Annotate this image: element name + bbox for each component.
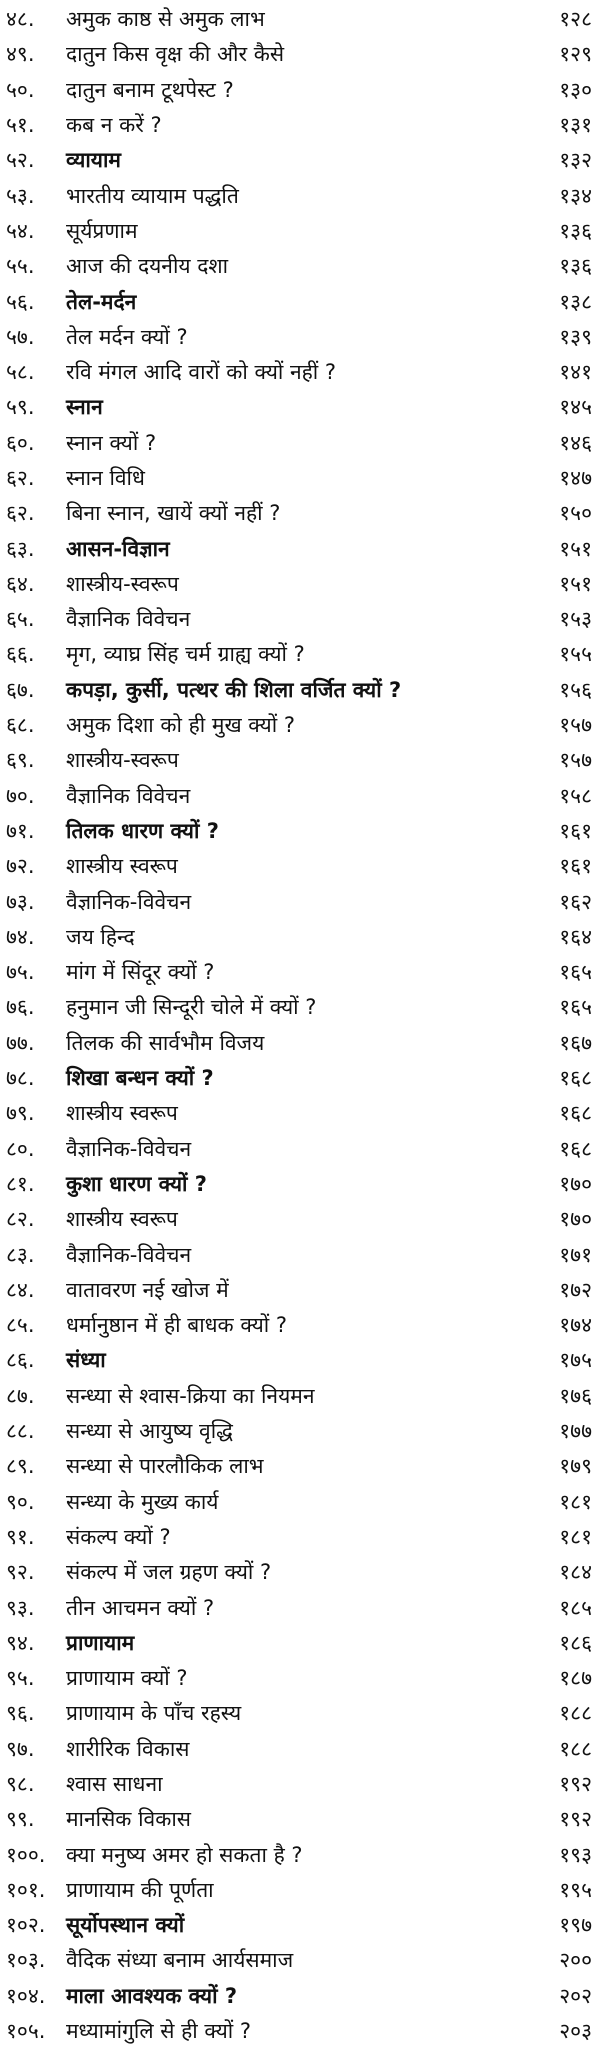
page-number: १४१ <box>559 360 592 385</box>
entry-number: ७७. <box>6 1030 35 1055</box>
section-heading-title: सूर्योपस्थान क्यों <box>66 1913 185 1938</box>
entry-number: ५५. <box>6 254 35 279</box>
toc-section-heading-row <box>0 1343 600 1378</box>
toc-entry-row <box>0 1449 600 1484</box>
page-number: १४५ <box>559 395 592 420</box>
page-number: १७१ <box>559 1242 592 1267</box>
entry-number: ८०. <box>6 1136 35 1161</box>
page-number: १३१ <box>559 113 592 138</box>
entry-number: ७८. <box>6 1066 35 1091</box>
toc-section-heading-row <box>0 531 600 566</box>
section-heading-title: प्राणायाम <box>66 1630 135 1655</box>
toc-entry-row <box>0 1873 600 1908</box>
toc-entry-row <box>0 320 600 355</box>
page-number: १५३ <box>559 607 592 632</box>
toc-entry-row <box>0 708 600 743</box>
entry-number: ७१. <box>6 818 35 843</box>
page-number: १३९ <box>559 324 592 349</box>
toc-entry-row <box>0 426 600 461</box>
entry-title: कब न करें ? <box>66 113 162 138</box>
toc-entry-row <box>0 637 600 672</box>
entry-title: सन्ध्या के मुख्य कार्य <box>66 1489 219 1514</box>
toc-entry-row <box>0 108 600 143</box>
page-number: १६८ <box>559 1136 592 1161</box>
entry-number: ९७. <box>6 1736 35 1761</box>
entry-number: ८८. <box>6 1419 35 1444</box>
toc-entry-row <box>0 990 600 1025</box>
page-number: १८५ <box>559 1595 592 1620</box>
page-number: २०० <box>559 1948 592 1973</box>
toc-entry-row <box>0 602 600 637</box>
page-number: १६७ <box>559 1030 592 1055</box>
page-number: १७० <box>559 1171 592 1196</box>
toc-entry-row <box>0 779 600 814</box>
toc-entry-row <box>0 955 600 990</box>
entry-title: हनुमान जी सिन्दूरी चोले में क्यों ? <box>66 995 317 1020</box>
entry-title: वैज्ञानिक विवेचन <box>66 607 191 632</box>
toc-section-heading-row <box>0 1979 600 2014</box>
entry-number: ५६. <box>6 289 35 314</box>
page-number: १९२ <box>559 1807 592 1832</box>
toc-entry-row <box>0 1943 600 1978</box>
page-number: १७९ <box>559 1454 592 1479</box>
toc-section-heading-row <box>0 390 600 425</box>
entry-number: ७३. <box>6 889 35 914</box>
toc-entry-row <box>0 1661 600 1696</box>
entry-number: ५३. <box>6 183 35 208</box>
toc-entry-row <box>0 214 600 249</box>
entry-number: ९१. <box>6 1524 35 1549</box>
toc-entry-row <box>0 743 600 778</box>
entry-title: मृग, व्याघ्र सिंह चर्म ग्राह्य क्यों ? <box>66 642 305 667</box>
page-number: १३८ <box>559 289 592 314</box>
page-number: १८६ <box>559 1630 592 1655</box>
toc-section-heading-row <box>0 143 600 178</box>
entry-number: ७२. <box>6 854 35 879</box>
section-heading-title: व्यायाम <box>66 148 121 173</box>
entry-title: सन्ध्या से पारलौकिक लाभ <box>66 1454 264 1479</box>
page-number: १५१ <box>559 571 592 596</box>
page-number: १९३ <box>559 1842 592 1867</box>
page-number: १५० <box>559 501 592 526</box>
toc-entry-row <box>0 1802 600 1837</box>
entry-number: ७६. <box>6 995 35 1020</box>
page-number: १३६ <box>559 218 592 243</box>
entry-title: प्राणायाम के पाँच रहस्य <box>66 1701 242 1726</box>
entry-title: वैज्ञानिक-विवेचन <box>66 1242 192 1267</box>
entry-title: दातुन किस वृक्ष की और कैसे <box>66 42 285 67</box>
page-number: १७० <box>559 1207 592 1232</box>
page-number: १९२ <box>559 1771 592 1796</box>
entry-number: ७९. <box>6 1101 35 1126</box>
toc-entry-row <box>0 249 600 284</box>
toc-entry-row <box>0 1414 600 1449</box>
page-number: १८१ <box>559 1489 592 1514</box>
page-number: १६८ <box>559 1101 592 1126</box>
entry-title: वैज्ञानिक-विवेचन <box>66 1136 192 1161</box>
toc-entry-row <box>0 2014 600 2049</box>
entry-number: १०५. <box>6 2019 46 2044</box>
entry-title: आज की दयनीय दशा <box>66 254 229 279</box>
entry-title: प्राणायाम की पूर्णता <box>66 1877 214 1902</box>
entry-number: ७०. <box>6 783 35 808</box>
entry-number: ९४. <box>6 1630 35 1655</box>
entry-number: ६२. <box>6 501 35 526</box>
section-heading-title: तेल-मर्दन <box>66 289 137 314</box>
entry-number: ६८. <box>6 713 35 738</box>
page-number: १७६ <box>559 1383 592 1408</box>
page-number: १७५ <box>559 1348 592 1373</box>
page-number: २०३ <box>559 2019 592 2044</box>
entry-title: शास्त्रीय-स्वरूप <box>66 748 179 773</box>
toc-entry-row <box>0 1837 600 1872</box>
page-number: १३४ <box>559 183 592 208</box>
toc-entry-row <box>0 37 600 72</box>
toc-entry-row <box>0 2 600 37</box>
page-number: १६८ <box>559 1066 592 1091</box>
entry-number: ६४. <box>6 571 35 596</box>
entry-number: ९६. <box>6 1701 35 1726</box>
entry-number: ६०. <box>6 430 35 455</box>
page-number: १८८ <box>559 1736 592 1761</box>
page-number: १८४ <box>559 1560 592 1585</box>
entry-number: ६२. <box>6 466 35 490</box>
entry-number: ५७. <box>6 324 35 349</box>
entry-number: ८४. <box>6 1277 35 1302</box>
section-heading-title: माला आवश्यक क्यों ? <box>66 1983 238 2008</box>
entry-number: ४८. <box>6 7 35 32</box>
entry-title: धर्मानुष्ठान में ही बाधक क्यों ? <box>66 1313 288 1338</box>
entry-number: ९०. <box>6 1489 35 1514</box>
entry-number: ५१. <box>6 113 35 138</box>
entry-number: ८३. <box>6 1242 35 1267</box>
toc-section-heading-row <box>0 673 600 708</box>
page-number: १६१ <box>559 854 592 879</box>
entry-number: ६३. <box>6 536 35 561</box>
toc-entry-row <box>0 1696 600 1731</box>
entry-title: बिना स्नान, खायें क्यों नहीं ? <box>66 501 281 526</box>
page-number: १७४ <box>559 1313 592 1338</box>
entry-number: ८२. <box>6 1207 35 1232</box>
toc-entry-row <box>0 1732 600 1767</box>
page-number: १४७ <box>559 466 592 490</box>
page-number: १८१ <box>559 1524 592 1549</box>
page-number: १६२ <box>559 889 592 914</box>
toc-section-heading-row <box>0 814 600 849</box>
entry-number: ६६. <box>6 642 35 667</box>
toc-entry-row <box>0 1590 600 1625</box>
toc-section-heading-row <box>0 1908 600 1943</box>
entry-title: रवि मंगल आदि वारों को क्यों नहीं ? <box>66 360 337 385</box>
page-number: १९७ <box>559 1913 592 1938</box>
toc-entry-row <box>0 884 600 919</box>
entry-number: ८५. <box>6 1313 35 1338</box>
entry-title: मांग में सिंदूर क्यों ? <box>66 960 215 985</box>
entry-title: श्वास साधना <box>66 1771 163 1796</box>
page-number: १८८ <box>559 1701 592 1726</box>
entry-number: १००. <box>6 1842 46 1867</box>
toc-section-heading-row <box>0 1167 600 1202</box>
page-number: १६५ <box>559 960 592 985</box>
entry-title: तिलक की सार्वभौम विजय <box>66 1030 265 1055</box>
entry-number: ७५. <box>6 960 35 985</box>
toc-list <box>0 2 600 2049</box>
entry-title: शास्त्रीय स्वरूप <box>66 1101 178 1126</box>
entry-title: अमुक दिशा को ही मुख क्यों ? <box>66 713 295 738</box>
entry-title: संकल्प में जल ग्रहण क्यों ? <box>66 1560 272 1585</box>
entry-number: ९९. <box>6 1807 35 1832</box>
page-number: १५८ <box>559 783 592 808</box>
entry-title: शास्त्रीय स्वरूप <box>66 1207 178 1232</box>
page-number: १२८ <box>559 7 592 32</box>
entry-number: ८९. <box>6 1454 35 1479</box>
page-number: १४६ <box>559 430 592 455</box>
section-heading-title: तिलक धारण क्यों ? <box>66 818 219 843</box>
toc-entry-row <box>0 355 600 390</box>
toc-entry-row <box>0 849 600 884</box>
entry-number: ८६. <box>6 1348 35 1373</box>
toc-entry-row <box>0 1555 600 1590</box>
entry-title: वैज्ञानिक विवेचन <box>66 783 191 808</box>
entry-title: वैज्ञानिक-विवेचन <box>66 889 192 914</box>
page-number: १५६ <box>559 677 592 702</box>
page-number: २०२ <box>559 1983 592 2008</box>
section-heading-title: कपड़ा, कुर्सी, पत्थर की शिला वर्जित क्यों ? <box>66 677 402 702</box>
page-number: १७७ <box>559 1419 592 1444</box>
toc-section-heading-row <box>0 1061 600 1096</box>
entry-number: ९५. <box>6 1666 35 1691</box>
entry-number: ५४. <box>6 218 35 243</box>
page-number: १५७ <box>559 713 592 738</box>
toc-entry-row <box>0 1308 600 1343</box>
entry-title: तीन आचमन क्यों ? <box>66 1595 215 1620</box>
toc-entry-row <box>0 1379 600 1414</box>
toc-entry-row <box>0 1132 600 1167</box>
entry-number: १०४. <box>6 1983 46 2008</box>
toc-section-heading-row <box>0 284 600 319</box>
entry-title: वातावरण नई खोज में <box>66 1277 229 1302</box>
toc-entry-row <box>0 920 600 955</box>
section-heading-title: कुशा धारण क्यों ? <box>66 1171 207 1196</box>
page-number: १५१ <box>559 536 592 561</box>
entry-title: सूर्यप्रणाम <box>66 218 138 243</box>
entry-title: दातुन बनाम टूथपेस्ट ? <box>66 77 234 102</box>
entry-number: ६९. <box>6 748 35 773</box>
page-number: १५५ <box>559 642 592 667</box>
toc-entry-row <box>0 1520 600 1555</box>
toc-entry-row <box>0 1202 600 1237</box>
entry-title: मध्यामांगुलि से ही क्यों ? <box>66 2019 252 2044</box>
entry-number: ९२. <box>6 1560 35 1585</box>
toc-entry-row <box>0 1767 600 1802</box>
page-number: १२९ <box>559 42 592 67</box>
toc-entry-row <box>0 567 600 602</box>
entry-title: अमुक काष्ठ से अमुक लाभ <box>66 7 265 32</box>
toc-entry-row <box>0 73 600 108</box>
entry-title: तेल मर्दन क्यों ? <box>66 324 188 349</box>
entry-title: जय हिन्द <box>66 924 135 949</box>
entry-title: शास्त्रीय-स्वरूप <box>66 571 179 596</box>
toc-entry-row <box>0 1026 600 1061</box>
entry-title: वैदिक संध्या बनाम आर्यसमाज <box>66 1948 294 1973</box>
toc-entry-row <box>0 496 600 531</box>
entry-number: १०१. <box>6 1877 46 1902</box>
toc-entry-row <box>0 1096 600 1131</box>
entry-number: ९८. <box>6 1771 35 1796</box>
toc-entry-row <box>0 1273 600 1308</box>
toc-entry-row <box>0 461 600 496</box>
entry-title: स्नान क्यों ? <box>66 430 157 455</box>
page-number: १७२ <box>559 1277 592 1302</box>
entry-number: ९३. <box>6 1595 35 1620</box>
toc-entry-row <box>0 178 600 213</box>
entry-number: १०३. <box>6 1948 46 1973</box>
entry-title: सन्ध्या से श्वास-क्रिया का नियमन <box>66 1383 315 1408</box>
entry-number: १०२. <box>6 1913 46 1938</box>
entry-number: ४९. <box>6 42 35 67</box>
entry-title: शास्त्रीय स्वरूप <box>66 854 178 879</box>
toc-section-heading-row <box>0 1626 600 1661</box>
page-number: १६५ <box>559 995 592 1020</box>
entry-title: क्या मनुष्य अमर हो सकता है ? <box>66 1842 303 1867</box>
entry-number: ५८. <box>6 360 35 385</box>
entry-number: ५२. <box>6 148 35 173</box>
entry-number: ६५. <box>6 607 35 632</box>
section-heading-title: संध्या <box>66 1348 106 1373</box>
section-heading-title: आसन-विज्ञान <box>66 536 170 561</box>
entry-title: भारतीय व्यायाम पद्धति <box>66 183 239 208</box>
entry-title: संकल्प क्यों ? <box>66 1524 171 1549</box>
page-number: १६४ <box>559 924 592 949</box>
section-heading-title: स्नान <box>66 395 103 420</box>
entry-number: ६७. <box>6 677 35 702</box>
toc-entry-row <box>0 1484 600 1519</box>
section-heading-title: शिखा बन्धन क्यों ? <box>66 1066 214 1091</box>
entry-title: सन्ध्या से आयुष्य वृद्धि <box>66 1419 233 1444</box>
page-number: १९५ <box>559 1877 592 1902</box>
entry-number: ८७. <box>6 1383 35 1408</box>
entry-number: ५०. <box>6 77 35 102</box>
page-number: १३० <box>559 77 592 102</box>
entry-title: मानसिक विकास <box>66 1807 191 1832</box>
page-number: १३६ <box>559 254 592 279</box>
entry-number: ८१. <box>6 1171 35 1196</box>
toc-entry-row <box>0 1237 600 1272</box>
page-number: १६१ <box>559 818 592 843</box>
entry-number: ७४. <box>6 924 35 949</box>
entry-number: ५९. <box>6 395 35 420</box>
page-number: १८७ <box>559 1666 592 1691</box>
entry-title: प्राणायाम क्यों ? <box>66 1666 188 1691</box>
page-number: १५७ <box>559 748 592 773</box>
entry-title: शारीरिक विकास <box>66 1736 190 1761</box>
page-number: १३२ <box>559 148 592 173</box>
entry-title: स्नान विधि <box>66 466 145 490</box>
